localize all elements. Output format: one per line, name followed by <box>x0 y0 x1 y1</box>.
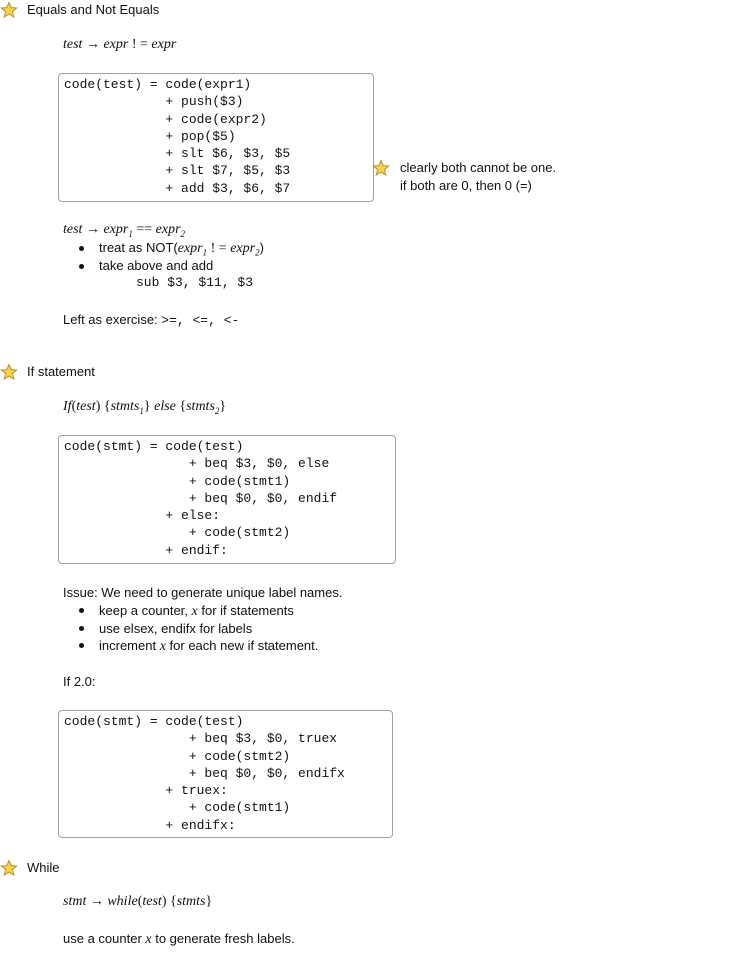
if-bullet-3: increment x for each new if statement. <box>99 638 319 654</box>
star-icon <box>372 159 390 177</box>
code-if-v2: code(stmt) = code(test) + beq $3, $0, truex + code(stmt2) + beq $0, $0, endifx + truex: + code(stmt1) + endifx: <box>64 714 345 833</box>
bullet-dot <box>79 608 84 613</box>
section-heading-equals: Equals and Not Equals <box>27 2 160 17</box>
bullet-dot <box>79 626 84 631</box>
if-grammar: If(test) {stmts$_1$} else {stmts$_2$} <box>63 399 227 416</box>
eq-bullet-1: treat as NOT(expr$_1$ ! = expr$_2$) <box>99 240 264 258</box>
bullet-dot <box>79 246 84 251</box>
star-icon <box>0 1 18 19</box>
eq-bullet-2: take above and add <box>99 258 214 273</box>
code-not-equals: code(test) = code(expr1) + push($3) + code(expr2) + pop($5) + slt $6, $3, $5 + slt $7, $5, $3 + add $3, $6, $7 <box>64 77 291 196</box>
star-icon <box>0 363 18 381</box>
if-bullet-2: use elsex, endifx for labels <box>99 621 253 636</box>
eq-bullet-2-code: sub $3, $11, $3 <box>136 275 254 290</box>
issue-text: Issue: We need to generate unique label names. <box>63 585 343 600</box>
bullet-dot <box>79 643 84 648</box>
while-note: use a counter x to generate fresh labels. <box>63 931 295 947</box>
code-box-if-v2 <box>58 710 393 838</box>
if-v2-label: If 2.0: <box>63 674 96 689</box>
exercise-note: Left as exercise: >=, <=, <- <box>63 312 240 328</box>
comment-line-2: if both are 0, then 0 (=) <box>400 178 532 193</box>
bullet-dot <box>79 264 84 269</box>
code-if: code(stmt) = code(test) + beq $3, $0, else + code(stmt1) + beq $0, $0, endif + else: + code(stmt2) + endif: <box>64 439 338 558</box>
eq-grammar: test → expr$_1$ == expr$_2$ <box>63 222 186 239</box>
comment-line-1: clearly both cannot be one. <box>400 160 557 175</box>
equals-grammar: test → expr ! = expr <box>63 37 177 52</box>
star-icon <box>0 859 18 877</box>
section-heading-if: If statement <box>27 364 95 379</box>
if-bullet-1: keep a counter, x for if statements <box>99 603 294 619</box>
code-box-not-equals <box>58 73 374 202</box>
while-grammar: stmt → while(test) {stmts} <box>63 894 213 909</box>
code-box-if <box>58 435 396 564</box>
section-heading-while: While <box>27 860 60 875</box>
